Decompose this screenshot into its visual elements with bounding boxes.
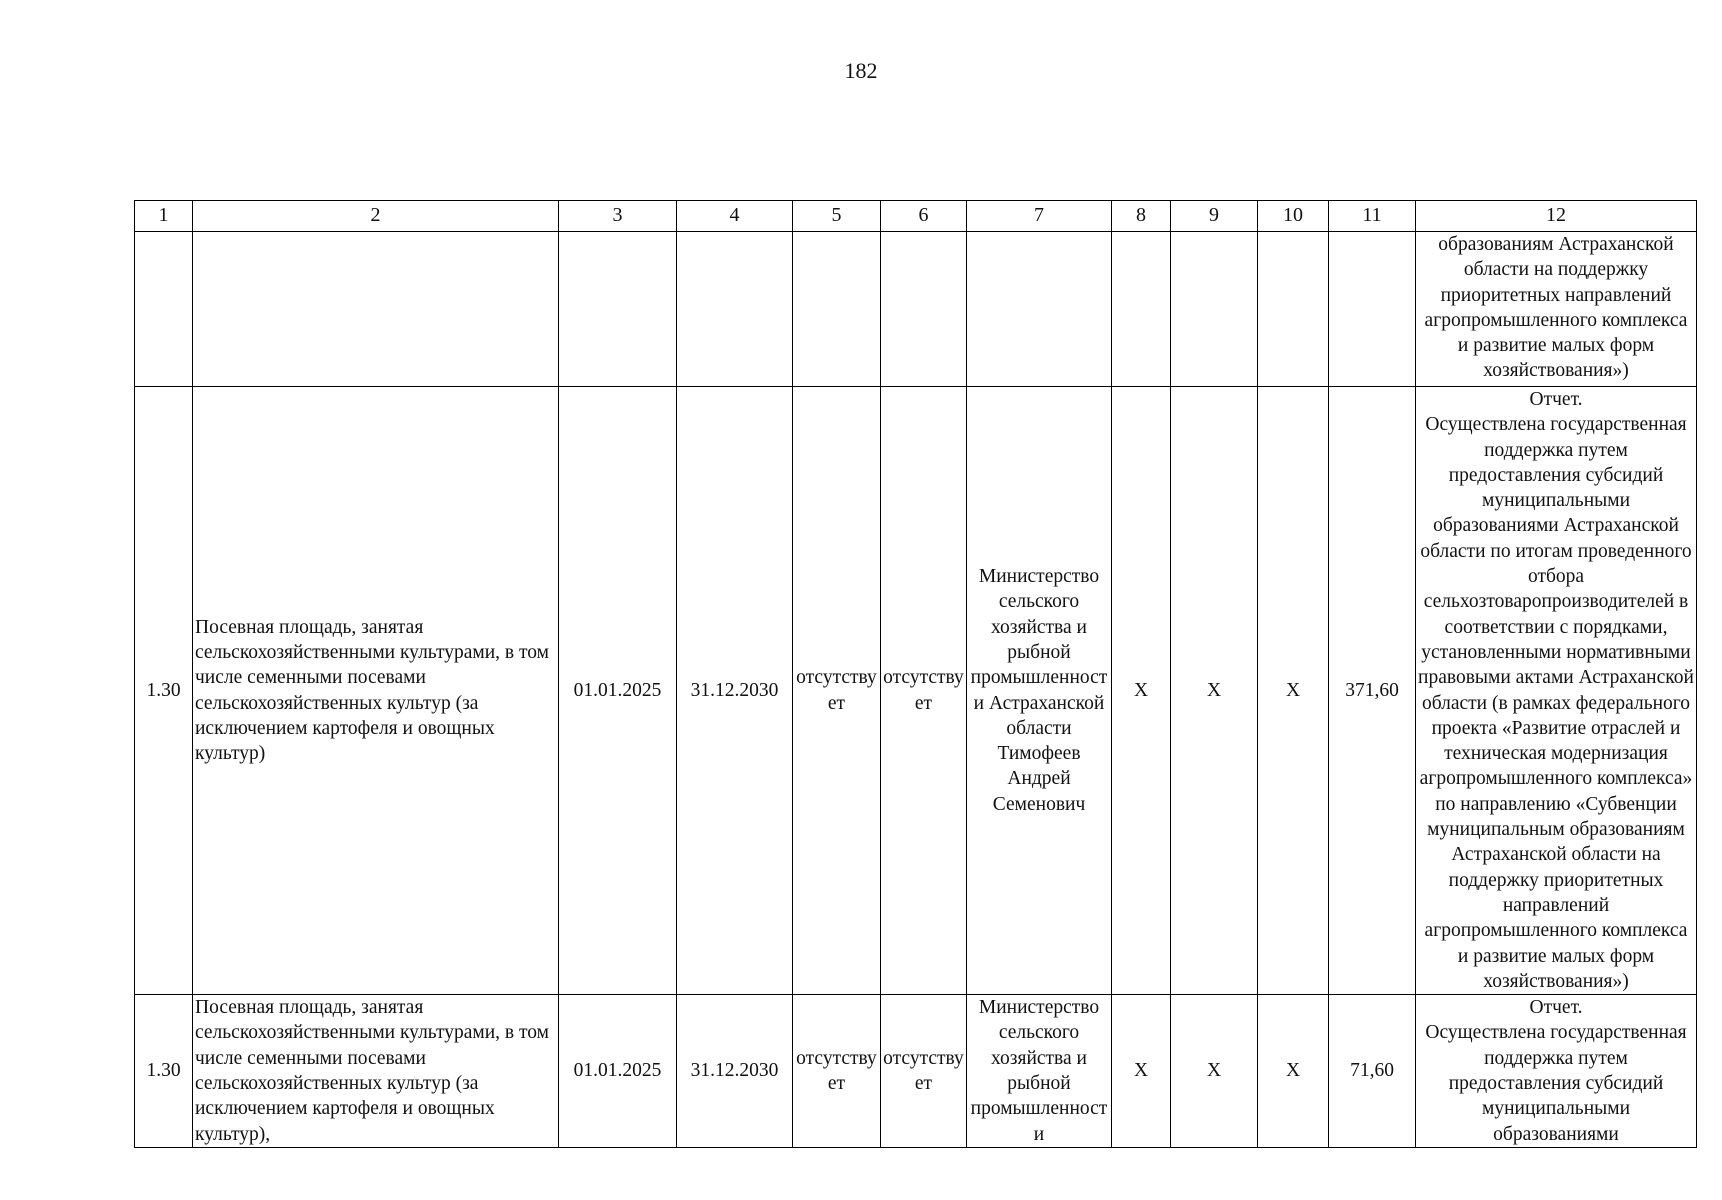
column-number: 1 [135, 201, 193, 232]
report-table [134, 200, 1697, 1148]
column-5-value [793, 232, 881, 387]
start-date: 01.01.2025 [559, 995, 677, 1148]
report-title: Отчет. [1529, 389, 1583, 410]
amount [1329, 232, 1416, 387]
indicator-name [193, 232, 559, 387]
report-description [1416, 995, 1697, 1148]
column-number: 2 [193, 201, 559, 232]
report-description [1416, 387, 1697, 995]
item-number: 1.30 [135, 995, 193, 1148]
column-10-value: X [1258, 995, 1329, 1148]
column-8-value [1112, 232, 1171, 387]
item-number [135, 232, 193, 387]
responsible-party [967, 232, 1112, 387]
column-number: 7 [967, 201, 1112, 232]
report-description [1416, 232, 1697, 387]
table-row [135, 387, 1697, 995]
amount: 371,60 [1329, 387, 1416, 995]
column-9-value [1171, 232, 1258, 387]
column-8-value: X [1112, 387, 1171, 995]
end-date: 31.12.2030 [677, 387, 793, 995]
table-row [135, 232, 1697, 387]
start-date [559, 232, 677, 387]
column-number: 8 [1112, 201, 1171, 232]
amount: 71,60 [1329, 995, 1416, 1148]
responsible-party: Министерство сельского хозяйства и рыбной промышленности Астраханской области Тимофеев Андрей Семенович [967, 387, 1112, 995]
report-text: Осуществлена государственная поддержка путем предоставления субсидий муниципальными образованиями [1425, 1022, 1687, 1145]
column-number: 12 [1416, 201, 1697, 232]
column-6-value: отсутствует [881, 387, 967, 995]
column-10-value [1258, 232, 1329, 387]
column-6-value [881, 232, 967, 387]
column-number-row [135, 201, 1697, 232]
indicator-name: Посевная площадь, занятая сельскохозяйственными культурами, в том числе семенными посевами сельскохозяйственных культур (за исключением картофеля и овощных культур), [193, 995, 559, 1148]
table-row [135, 995, 1697, 1148]
report-text: образованиям Астраханской области на поддержку приоритетных направлений агропромышленного комплекса и развитие малых форм хозяйствования») [1424, 234, 1688, 382]
report-text: Осуществлена государственная поддержка путем предоставления субсидий муниципальными образованиями Астраханской области по итогам проведенного отбора сельхозтоваропроизводителей в соответствии с порядками, установленными нормативными правовыми актами Астраханской области (в рамках федерального проекта «Развитие отраслей и техническая модернизация агропромышленного комплекса» по направлению «Субвенции муниципальным образованиям Астраханской области на поддержку приоритетных направлений агропромышленного комплекса и развитие малых форм хозяйствования») [1418, 414, 1694, 992]
item-number: 1.30 [135, 387, 193, 995]
report-title: Отчет. [1529, 997, 1583, 1019]
indicator-name: Посевная площадь, занятая сельскохозяйственными культурами, в том числе семенными посевами сельскохозяйственных культур (за исключением картофеля и овощных культур) [193, 387, 559, 995]
column-number: 11 [1329, 201, 1416, 232]
column-9-value: X [1171, 995, 1258, 1148]
column-10-value: X [1258, 387, 1329, 995]
column-5-value: отсутствует [793, 995, 881, 1148]
end-date: 31.12.2030 [677, 995, 793, 1148]
column-number: 9 [1171, 201, 1258, 232]
column-9-value: X [1171, 387, 1258, 995]
column-number: 6 [881, 201, 967, 232]
column-6-value: отсутствует [881, 995, 967, 1148]
column-number: 3 [559, 201, 677, 232]
column-number: 4 [677, 201, 793, 232]
page-number: 182 [844, 58, 878, 83]
responsible-party: Министерство сельского хозяйства и рыбной промышленности [967, 995, 1112, 1148]
start-date: 01.01.2025 [559, 387, 677, 995]
column-8-value: X [1112, 995, 1171, 1148]
end-date [677, 232, 793, 387]
column-number: 5 [793, 201, 881, 232]
column-5-value: отсутствует [793, 387, 881, 995]
column-number: 10 [1258, 201, 1329, 232]
